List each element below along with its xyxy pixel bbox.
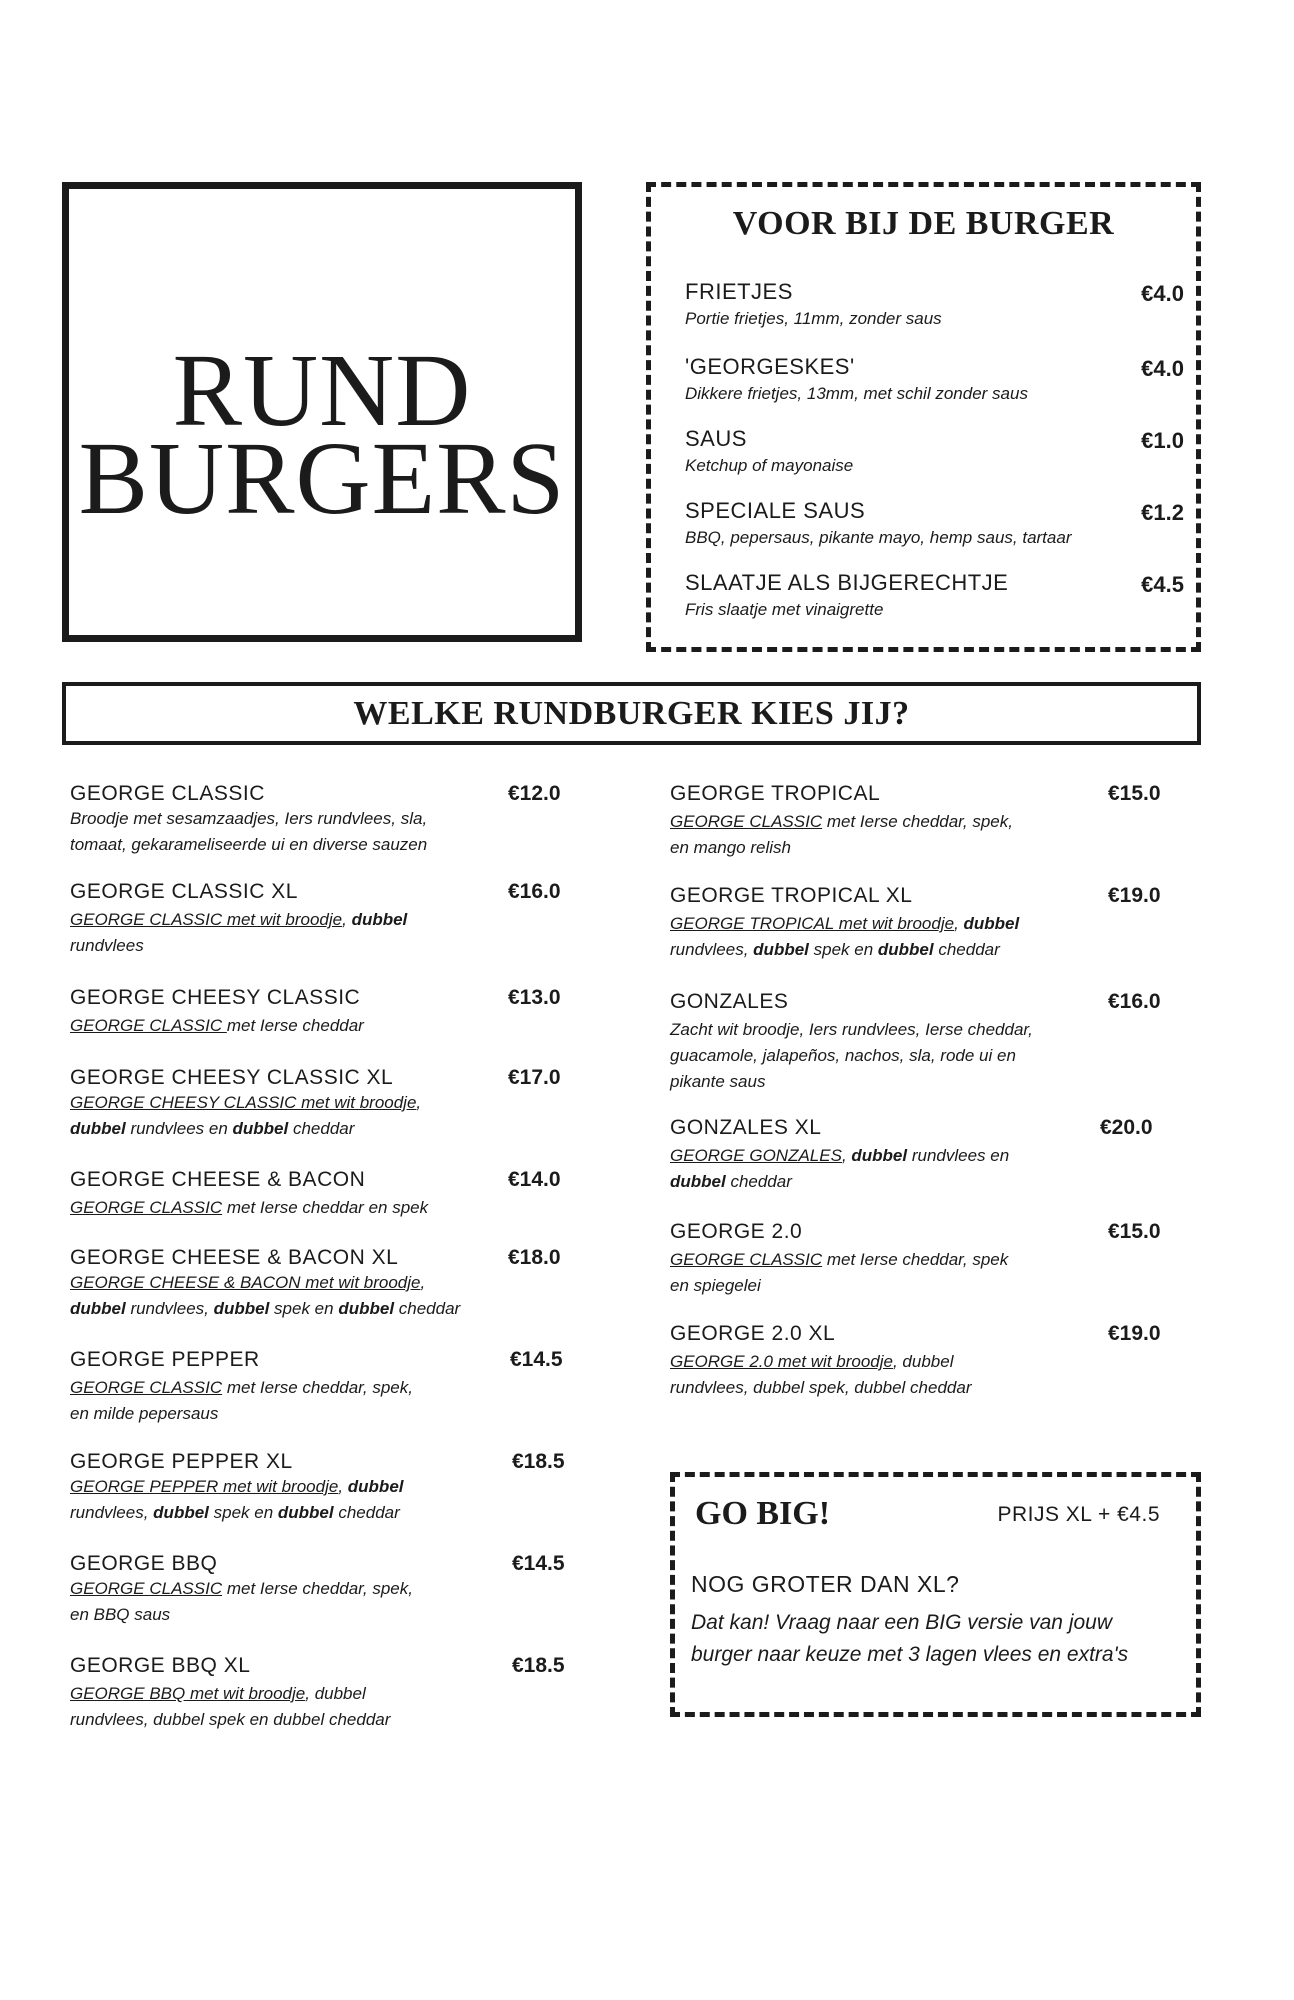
burger-price: €15.0 <box>1108 1220 1161 1243</box>
go-big-box <box>670 1472 1201 1717</box>
section-box <box>62 682 1201 745</box>
burger-desc: GEORGE CLASSIC met Ierse cheddar <box>70 1016 364 1035</box>
burger-item <box>70 1552 570 1628</box>
side-item-price: €4.0 <box>1141 356 1184 381</box>
side-item-price: €1.0 <box>1141 428 1184 453</box>
side-item-price: €4.0 <box>1141 281 1184 306</box>
burger-item <box>670 1116 1170 1195</box>
side-item-desc: Portie frietjes, 11mm, zonder saus <box>685 309 942 328</box>
burger-item <box>670 1322 1170 1401</box>
go-big-price: PRIJS XL + €4.5 <box>997 1503 1160 1526</box>
burger-price: €18.5 <box>512 1654 565 1677</box>
burger-name: GEORGE PEPPER <box>70 1348 260 1371</box>
burger-price: €14.5 <box>512 1552 565 1575</box>
burger-price: €15.0 <box>1108 782 1161 805</box>
burger-item <box>70 1654 570 1733</box>
burger-name: GEORGE PEPPER XL <box>70 1450 293 1473</box>
burger-item <box>70 880 570 959</box>
burger-desc: GEORGE BBQ met wit broodje, dubbel rundvlees, dubbel spek en dubbel cheddar <box>70 1684 391 1729</box>
burger-desc: GEORGE CLASSIC met Ierse cheddar, spek, en mango relish <box>670 812 1013 857</box>
burger-desc: GEORGE GONZALES, dubbel rundvlees en dubbel cheddar <box>670 1146 1010 1191</box>
burger-price: €18.0 <box>508 1246 561 1269</box>
side-item-name: SAUS <box>685 426 747 451</box>
burger-desc: GEORGE CLASSIC met Ierse cheddar, spek, en BBQ saus <box>70 1579 413 1624</box>
burger-name: GEORGE CHEESE & BACON <box>70 1168 366 1191</box>
burger-item <box>670 990 1170 1095</box>
burger-item <box>70 1168 570 1221</box>
burger-desc: Broodje met sesamzaadjes, Iers rundvlees, sla, tomaat, gekarameliseerde ui en diverse sauzen <box>70 809 428 854</box>
burger-item <box>670 1220 1170 1299</box>
burger-name: GEORGE BBQ <box>70 1552 218 1575</box>
burger-price: €19.0 <box>1108 884 1161 907</box>
burger-desc: Zacht wit broodje, Iers rundvlees, Ierse cheddar, guacamole, jalapeños, nachos, sla, rode ui en pikante saus <box>670 1020 1033 1091</box>
burger-item <box>70 1066 570 1142</box>
go-big-heading: GO BIG! <box>695 1495 831 1532</box>
side-item-name: SLAATJE ALS BIJGERECHTJE <box>685 570 1009 595</box>
side-item <box>685 426 1184 476</box>
burger-price: €16.0 <box>508 880 561 903</box>
burger-desc: GEORGE CLASSIC met Ierse cheddar, spek en spiegelei <box>670 1250 1009 1295</box>
burger-item <box>70 782 570 858</box>
burger-name: GEORGE BBQ XL <box>70 1654 251 1677</box>
burger-price: €19.0 <box>1108 1322 1161 1345</box>
burger-price: €14.0 <box>508 1168 561 1191</box>
side-item <box>685 570 1184 620</box>
side-item-name: 'GEORGESKES' <box>685 354 855 379</box>
burger-name: GEORGE TROPICAL <box>670 782 881 805</box>
burger-price: €16.0 <box>1108 990 1161 1013</box>
burger-name: GEORGE TROPICAL XL <box>670 884 913 907</box>
side-item-desc: Ketchup of mayonaise <box>685 456 854 475</box>
side-item-desc: Fris slaatje met vinaigrette <box>685 600 884 619</box>
burger-name: GONZALES <box>670 990 789 1013</box>
burger-price: €14.5 <box>510 1348 563 1371</box>
burger-desc: GEORGE PEPPER met wit broodje, dubbel rundvlees, dubbel spek en dubbel cheddar <box>70 1477 404 1522</box>
burger-item <box>670 782 1170 861</box>
burger-desc: GEORGE CHEESE & BACON met wit broodje, dubbel rundvlees, dubbel spek en dubbel cheddar <box>70 1273 461 1318</box>
burger-price: €17.0 <box>508 1066 561 1089</box>
burger-item <box>70 1246 590 1322</box>
burger-name: GEORGE CLASSIC <box>70 782 265 805</box>
burger-price: €20.0 <box>1100 1116 1153 1139</box>
side-item <box>685 279 1184 329</box>
burger-price: €13.0 <box>508 986 561 1009</box>
burger-desc: GEORGE CLASSIC met Ierse cheddar, spek, en milde pepersaus <box>70 1378 413 1423</box>
burger-item <box>70 1450 570 1526</box>
burger-desc: GEORGE CHEESY CLASSIC met wit broodje, dubbel rundvlees en dubbel cheddar <box>70 1093 422 1138</box>
side-item <box>685 354 1184 404</box>
side-item-name: FRIETJES <box>685 279 793 304</box>
title-line-2: BURGERS <box>78 421 566 536</box>
burger-desc: GEORGE CLASSIC met Ierse cheddar en spek <box>70 1198 429 1217</box>
burger-name: GEORGE CLASSIC XL <box>70 880 298 903</box>
side-item-name: SPECIALE SAUS <box>685 498 866 523</box>
go-big-subheading: NOG GROTER DAN XL? <box>691 1571 960 1597</box>
side-item <box>685 498 1184 548</box>
burger-name: GEORGE 2.0 XL <box>670 1322 836 1345</box>
sides-box <box>646 182 1201 652</box>
side-item-desc: Dikkere frietjes, 13mm, met schil zonder saus <box>685 384 1028 403</box>
burger-name: GEORGE 2.0 <box>670 1220 803 1243</box>
burger-desc: GEORGE TROPICAL met wit broodje, dubbel rundvlees, dubbel spek en dubbel cheddar <box>670 914 1020 959</box>
go-big-text: Dat kan! Vraag naar een BIG versie van jouw burger naar keuze met 3 lagen vlees en extra's <box>691 1611 1129 1666</box>
sides-heading: VOOR BIJ DE BURGER <box>732 205 1115 242</box>
burger-name: GEORGE CHEESY CLASSIC <box>70 986 361 1009</box>
side-item-price: €4.5 <box>1141 572 1184 597</box>
burger-desc: GEORGE 2.0 met wit broodje, dubbel rundvlees, dubbel spek, dubbel cheddar <box>670 1352 972 1397</box>
burger-price: €12.0 <box>508 782 561 805</box>
side-item-price: €1.2 <box>1141 500 1184 525</box>
title-box <box>62 182 582 642</box>
burger-item <box>670 884 1170 963</box>
title-line-1: RUND <box>172 333 472 448</box>
burger-desc: GEORGE CLASSIC met wit broodje, dubbel rundvlees <box>70 910 408 955</box>
burger-name: GEORGE CHEESY CLASSIC XL <box>70 1066 394 1089</box>
burger-price: €18.5 <box>512 1450 565 1473</box>
burger-name: GONZALES XL <box>670 1116 822 1139</box>
side-item-desc: BBQ, pepersaus, pikante mayo, hemp saus, tartaar <box>685 528 1072 547</box>
burger-item <box>70 1348 570 1427</box>
section-heading: WELKE RUNDBURGER KIES JIJ? <box>353 695 910 732</box>
burger-name: GEORGE CHEESE & BACON XL <box>70 1246 399 1269</box>
burger-item <box>70 986 570 1039</box>
